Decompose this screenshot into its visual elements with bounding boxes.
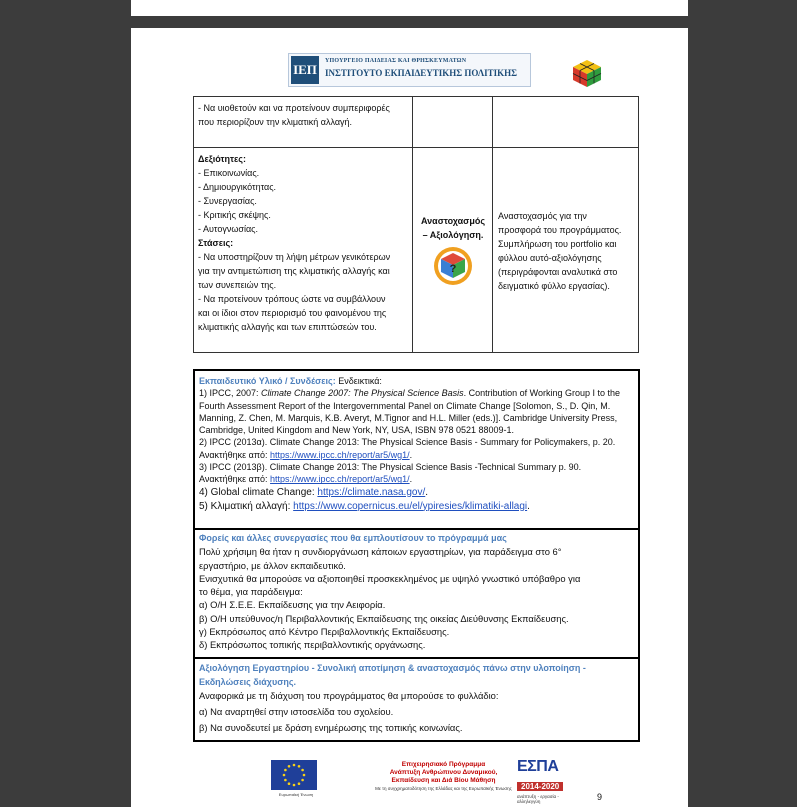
evaluation-heading-1: Αξιολόγηση Εργαστηρίου - Συνολική αποτίμηση & αναστοχασμός πάνω στην υλοποίηση - <box>199 663 586 673</box>
attitude-line: και οι ίδιοι στον περιορισμό του φαινομένου της <box>198 308 387 318</box>
educational-material-section: Εκπαιδευτικό Υλικό / Συνδέσεις: Ενδεικτικά: 1) IPCC, 2007: Climate Change 2007: The Physical Science Basis. Contribution of Working Group I to the Fourth Assessment Report of the Intergovernmental Panel on Climate Change [Solomon, S., D. Qin, M. Manning, Z. Chen, M. Marquis, K.B. Averyt, M.Tignor and H.L. Miller (eds.)]. Cambridge University Press, Cambridge, United Kingdom and New York, NY, USA, ISBN 978 0521 88009-1. 2) IPCC (2013α). Climate Change 2013: The Physical Science Basis - Summary for Policymakers, p. 20. Ανακτήθηκε από: https://www.ipcc.ch/report/ar5/wg1/. 3) IPCC (2013β). Climate Change 2013: The Physical Science Basis -Technical Summary p. 90. Ανακτήθηκε από: https://www.ipcc.ch/report/ar5/wg1/. 4) Global climate Change: https://climate.nasa.gov/. 5) Κλιματική αλλαγή: https://www.copernicus.eu/el/ypiresies/klimatiki-allagi. <box>193 369 640 530</box>
reflection-evaluation-cell: Αναστοχασμός – Αξιολόγηση. ? <box>416 214 490 290</box>
attitude-line: κλιματικής αλλαγής και των επιπτώσεών του. <box>198 322 377 332</box>
operational-programme-logo: Επιχειρησιακό Πρόγραμμα Ανάπτυξη Ανθρώπινου Δυναμικού, Εκπαίδευση και Διά Βίου Μάθηση Με τη συγχρηματοδότηση της Ελλάδας και της Ευρωπαϊκής Ένωσης <box>375 761 512 791</box>
attitude-line: για την αντιμετώπιση της κλιματικής αλλαγής και <box>198 266 390 276</box>
eu-flag-icon <box>271 760 317 790</box>
ipcc-link-2[interactable]: https://www.ipcc.ch/report/ar5/wg1/ <box>270 474 410 485</box>
evaluation-section: Αξιολόγηση Εργαστηρίου - Συνολική αποτίμηση & αναστοχασμός πάνω στην υλοποίηση - Εκδηλώσεις διάχυσης. Αναφορικά με τη διάχυση του προγράμματος θα μπορούσε το φυλλάδιο: α) Να αναρτηθεί στην ιστοσελίδα του σχολείου. β) Να συνοδευτεί με δράση ενημέρωσης της τοπικής κοινωνίας. <box>193 657 640 742</box>
skill-item: - Δημιουργικότητας. <box>198 182 277 192</box>
eu-label: Ευρωπαϊκή Ένωση <box>278 792 314 797</box>
reflection-description-cell: Αναστοχασμός για την προσφορά του προγράμματος. Συμπλήρωση του portfolio και φύλλου αυτό-αξιολόγησης (περιγράφονται αναλυτικά στο δειγματικό φύλλο εργασίας). <box>498 211 622 291</box>
skill-item: - Συνεργασίας. <box>198 196 257 206</box>
nasa-climate-link[interactable]: https://climate.nasa.gov/ <box>317 486 426 498</box>
iep-header-logo <box>288 53 531 87</box>
skills-attitudes-cell <box>198 152 412 334</box>
materials-heading: Εκπαιδευτικό Υλικό / Συνδέσεις: <box>199 376 336 386</box>
document-page <box>131 28 688 807</box>
ipcc-link-1[interactable]: https://www.ipcc.ch/report/ar5/wg1/ <box>270 449 410 460</box>
reference-1: 1) IPCC, 2007: Climate Change 2007: The Physical Science Basis. Contribution of Working Group I to the <box>199 388 621 399</box>
reference-3: 3) IPCC (2013β). Climate Change 2013: The Physical Science Basis -Technical Summary p. 90. <box>199 462 582 473</box>
iep-logo-mark: ΙΕΠ <box>291 56 319 84</box>
attitude-line: των συνεπειών της. <box>198 280 277 290</box>
partners-heading: Φορείς και άλλες συνεργασίες που θα εμπλουτίσουν το πρόγραμμά μας <box>199 533 507 543</box>
institute-name: ΙΝΣΤΙΤΟΥΤΟ ΕΚΠΑΙΔΕΥΤΙΚΗΣ ΠΟΛΙΤΙΚΗΣ <box>325 68 518 78</box>
objectives-cell-row1: - Να υιοθετούν και να προτείνουν συμπεριφορές που περιορίζουν την κλιματική αλλαγή. <box>198 103 390 127</box>
funding-footer <box>271 758 571 804</box>
evaluation-heading-2: Εκδηλώσεις διάχυσης. <box>199 677 297 687</box>
reflection-badge-icon <box>433 246 473 286</box>
page-number: 9 <box>597 792 603 802</box>
skill-item: - Επικοινωνίας. <box>198 168 260 178</box>
partners-section: Φορείς και άλλες συνεργασίες που θα εμπλουτίσουν το πρόγραμμά μας Πολύ χρήσιμη θα ήταν η συνδιοργάνωση κάποιων εργαστηρίων, για παράδειγμα στο 6° εργαστήριο, με άλλον εκπαιδευτικό. Ενισχυτικά θα μπορούσε να αξιοποιηθεί προσκεκλημένος με υψηλό γνωστικό υπόβαθρο για το θέμα, για παράδειγμα: α) Ο/Η Σ.Ε.Ε. Εκπαίδευσης για την Αειφορία. β) Ο/Η υπεύθυνος/η Περιβαλλοντικής Εκπαίδευσης της οικείας Διεύθυνσης Εκπαίδευσης. γ) Εκπρόσωπος από Κέντρο Περιβαλλοντικής Εκπαίδευσης. δ) Εκπρόσωπος τοπικής περιβαλλοντικής οργάνωσης. <box>193 528 640 659</box>
svg-text:?: ? <box>449 263 457 275</box>
previous-page-edge <box>131 0 688 16</box>
skill-item: - Κριτικής σκέψης. <box>198 210 271 220</box>
attitude-line: - Να προτείνουν τρόπους ώστε να συμβάλλουν <box>198 294 386 304</box>
objectives-table <box>193 96 639 353</box>
attitude-line: - Να υποστηρίζουν τη λήψη μέτρων γενικότερων <box>198 252 391 262</box>
copernicus-link[interactable]: https://www.copernicus.eu/el/ypiresies/klimatiki-allagi <box>293 500 528 512</box>
skill-item: - Αυτογνωσίας. <box>198 224 258 234</box>
skills-heading: Δεξιότητες: <box>198 154 246 164</box>
rubik-cube-icon <box>571 58 603 88</box>
ministry-name: ΥΠΟΥΡΓΕΙΟ ΠΑΙΔΕΙΑΣ ΚΑΙ ΘΡΗΣΚΕΥΜΑΤΩΝ <box>325 58 467 64</box>
attitudes-heading: Στάσεις: <box>198 238 234 248</box>
reference-2: 2) IPCC (2013α). Climate Change 2013: The Physical Science Basis - Summary for Policymakers, p. 20. <box>199 437 616 448</box>
espa-logo: ΕΣΠΑ 2014-2020 ανάπτυξη - εργασία - αλληλεγγύη <box>517 758 571 804</box>
